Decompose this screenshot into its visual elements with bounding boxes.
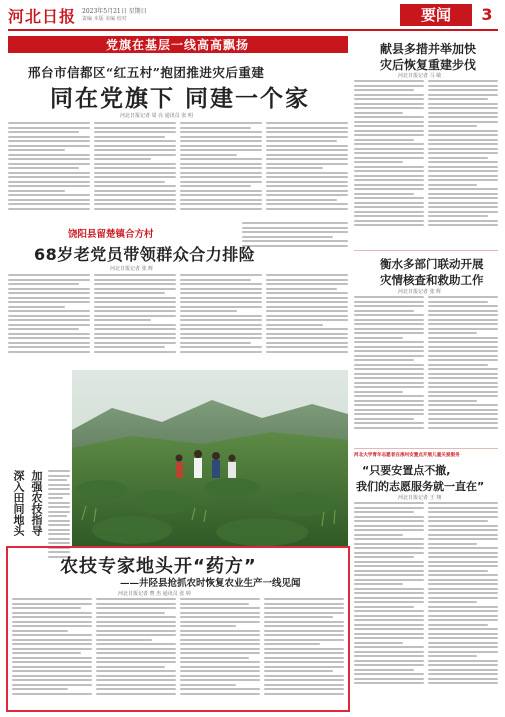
column-header — [8, 470, 44, 542]
column-note — [48, 470, 70, 542]
article3-headline2: 灾后恢复重建步伐 — [380, 58, 477, 72]
section-label: 要闻 — [400, 4, 472, 26]
article6-headline: 农技专家地头开“药方” — [60, 556, 257, 577]
article1-headline: 同在党旗下 同建一个家 — [50, 86, 311, 112]
article4-headline: 衡水多部门联动开展 — [380, 257, 484, 271]
article3-headline: 献县多措并举加快 — [380, 42, 477, 56]
article2-byline: 河北日报记者 张 辉 — [110, 266, 154, 272]
article1-body-right — [242, 222, 348, 244]
page-number: 3 — [481, 5, 493, 24]
divider-right-2 — [354, 448, 498, 449]
article6-subtitle: ——井陉县抢抓农时恢复农业生产一线见闻 — [120, 578, 301, 589]
article4-headline2: 灾情核查和救助工作 — [380, 273, 484, 287]
article2-kicker: 饶阳县留楚镇合方村 — [68, 229, 154, 240]
masthead — [8, 4, 498, 30]
newspaper-logo: 河北日报 — [8, 7, 77, 26]
article3-byline: 河北日报记者 马 敏 — [398, 73, 442, 79]
theme-band — [8, 36, 348, 53]
edition-info: 责编 本版 美编 校对 — [82, 16, 127, 22]
article2-body — [8, 274, 348, 366]
column-head-left: 深入田间地头 — [12, 470, 25, 536]
issue-date: 2023年5月21日 星期日 — [82, 8, 147, 15]
article5-headline2: 我们的志愿服务就一直在” — [356, 480, 485, 493]
divider-right-1 — [354, 250, 498, 251]
field-photo — [72, 370, 348, 546]
article3-body — [354, 80, 498, 248]
article6-body — [12, 598, 344, 708]
article1-byline: 河北日报记者 周 亮 通讯员 张 明 — [120, 113, 193, 119]
masthead-divider — [8, 29, 498, 31]
article4-byline: 河北日报记者 张 辉 — [398, 289, 442, 295]
article5-body — [354, 502, 498, 712]
article2-headline: 68岁老党员带领群众合力排险 — [34, 245, 256, 264]
article6-byline: 河北日报记者 曹 杰 通讯员 张 婷 — [118, 591, 191, 597]
article1-subtitle: 邢台市信都区“红五村”抱团推进灾后重建 — [28, 65, 265, 80]
article4-body — [354, 296, 498, 446]
article5-headline: “只要安置点不撤, — [362, 464, 451, 477]
article5-byline: 河北日报记者 王 翔 — [398, 495, 442, 501]
band-title: 党旗在基层一线高高飘扬 — [106, 38, 250, 52]
column-head-right: 加强农技指导 — [30, 470, 43, 536]
article5-kicker: 河北大学青年志愿者在涿州安置点开展儿童关爱服务 — [354, 453, 460, 458]
article1-body — [8, 122, 348, 222]
